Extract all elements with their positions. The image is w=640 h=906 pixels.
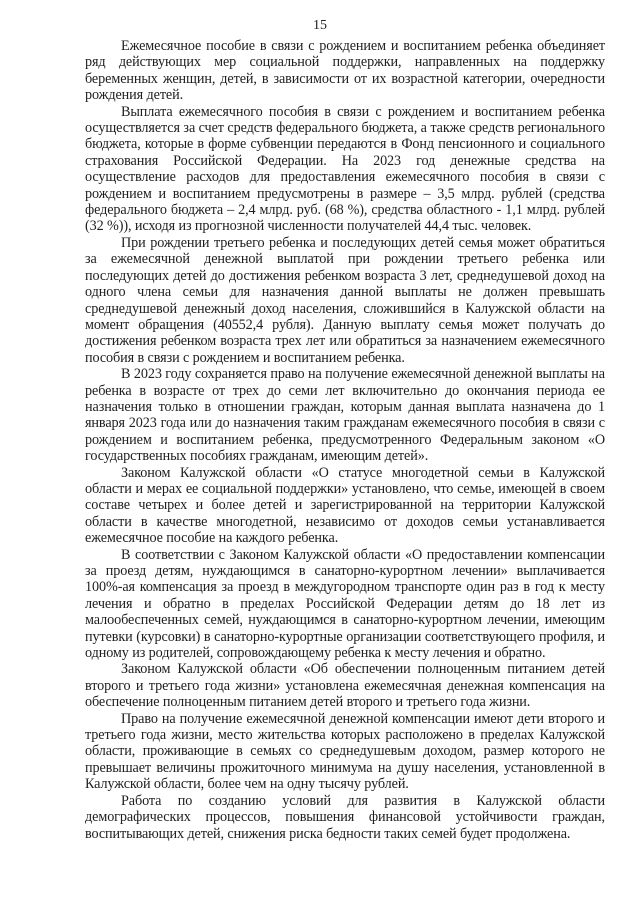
- paragraph-1: Ежемесячное пособие в связи с рождением и воспитанием ребенка объединяет ряд действующих мер социальной поддержки, направленных на поддержку беременных женщин, детей, в зависимости от их возрастной категории, очередности рождения детей.: [85, 38, 605, 104]
- paragraph-8: Право на получение ежемесячной денежной компенсации имеют дети второго и третьего года жизни, место жительства которых расположено в пределах Калужской области, проживающие в семьях со среднедушевым доходом, размер которого не превышает величины прожиточного минимума на душу населения, установленной в Калужской области, более чем на одну тысячу рублей.: [85, 710, 605, 793]
- paragraph-2: Выплата ежемесячного пособия в связи с рождением и воспитанием ребенка осуществляется за счет средств федерального бюджета, а также средств регионального бюджета, которые в форме субвенции передаются в Фонд пенсионного и социального страхования Российской Федерации. На 2023 год денежные средства на осуществление расходов для предоставления ежемесячного пособия в связи с рождением и воспитанием предусмотрены в размере – 3,5 млрд. рублей (средства федерального бюджета – 2,4 млрд. руб. (68 %), средства областного - 1,1 млрд. рублей (32 %)), исходя из прогнозной численности получателей 44,4 тыс. человек.: [85, 103, 605, 235]
- paragraph-5: Законом Калужской области «О статусе многодетной семьи в Калужской области и мерах ее социальной поддержки» установлено, что семье, имеющей в своем составе четырех и более детей и зарегистрированной на территории Калужской области в качестве многодетной, независимо от доходов семьи устанавливается ежемесячное пособие на каждого ребенка.: [85, 464, 605, 547]
- paragraph-6: В соответствии с Законом Калужской области «О предоставлении компенсации за проезд детям, нуждающимся в санаторно-курортном лечении» выплачивается 100%-ая компенсация за проезд в междугородном транспорте один раз в год к месту лечения и обратно в пределах Российской Федерации детям до 18 лет из малообеспеченных семей, нуждающимся в санаторно-курортном лечении, имеющим путевки (курсовки) в санаторно-курортные организации соответствующего профиля, и одному из родителей, сопровождающему ребенка к месту лечения и обратно.: [85, 546, 605, 662]
- paragraph-9: Работа по созданию условий для развития в Калужской области демографических процессов, повышения финансовой устойчивости граждан, воспитывающих детей, снижения риска бедности таких семей будет продолжена.: [85, 792, 605, 842]
- paragraph-7: Законом Калужской области «Об обеспечении полноценным питанием детей второго и третьего года жизни» установлена ежемесячная денежная компенсация на обеспечение полноценным питанием детей второго и третьего года жизни.: [85, 661, 605, 711]
- document-body: [85, 38, 605, 842]
- paragraph-3: При рождении третьего ребенка и последующих детей семья может обратиться за ежемесячной денежной выплатой при рождении третьего ребенка или последующих детей до достижения ребенком возраста 3 лет, среднедушевой доход на одного члена семьи для назначения данной выплаты не должен превышать среднедушевой денежный доход населения, сложившийся в Калужской области на момент обращения (40552,4 рубля). Данную выплату семья может получать до достижения ребенком возраста трех лет или обратиться за назначением ежемесячного пособия в связи с рождением и воспитанием ребенка.: [85, 234, 605, 366]
- paragraph-4: В 2023 году сохраняется право на получение ежемесячной денежной выплаты на ребенка в возрасте от трех до семи лет включительно до окончания периода ее назначения только в отношении граждан, которым данная выплата назначена до 1 января 2023 года или до назначения таким гражданам ежемесячного пособия в связи с рождением и воспитанием ребенка, предусмотренного Федеральным законом «О государственных пособиях гражданам, имеющим детей».: [85, 366, 605, 465]
- page-number: 15: [313, 18, 327, 33]
